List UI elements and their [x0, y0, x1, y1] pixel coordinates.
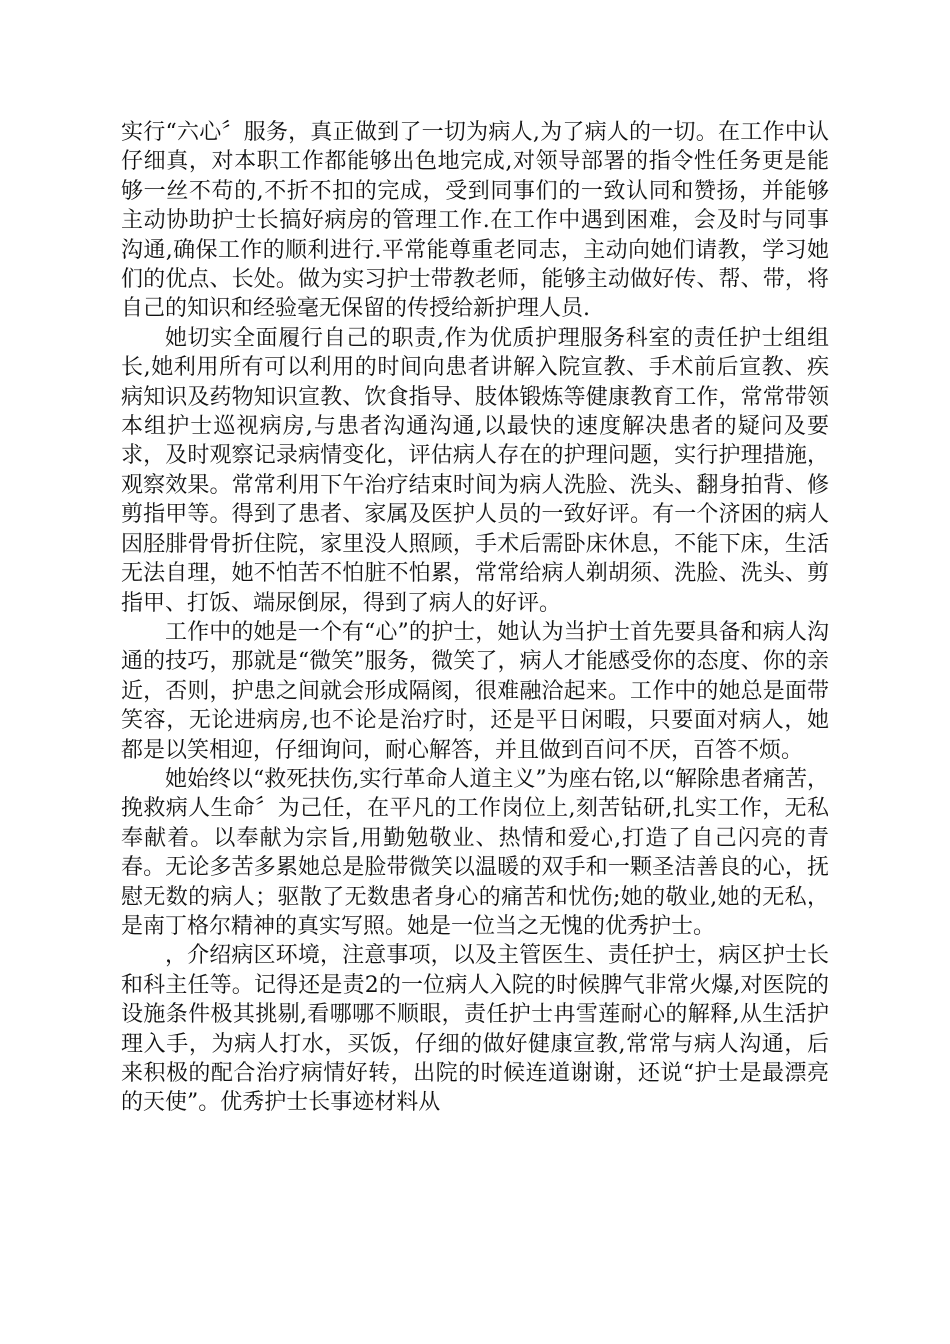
paragraph-4: 她始终以“救死扶伤,实行革命人道主义”为座右铭,以“解除患者痛苦，挽救病人生命〞为己任，在平凡的工作岗位上,刻苦钻研,扎实工作，无私奉献着。以奉献为宗旨,用勤勉敬业、热情和爱心,打造了自己闪亮的青春。无论多苦多累她总是脸带微笑以温暖的双手和一颗圣洁善良的心，抚慰无数的病人；驱散了无数患者身心的痛苦和忧伤;她的敬业,她的无私，是南丁格尔精神的真实写照。她是一位当之无愧的优秀护士。 [121, 766, 829, 939]
document-body [121, 118, 829, 1118]
paragraph-1: 实行“六心〞服务，真正做到了一切为病人,为了病人的一切。在工作中认仔细真，对本职工作都能够出色地完成,对领导部署的指令性任务更是能够一丝不苟的,不折不扣的完成，受到同事们的一致认同和赞扬，并能够主动协助护士长搞好病房的管理工作.在工作中遇到困难，会及时与同事沟通,确保工作的顺利进行.平常能尊重老同志，主动向她们请教，学习她们的优点、长处。做为实习护士带教老师，能够主动做好传、帮、带，将自己的知识和经验毫无保留的传授给新护理人员. [121, 120, 829, 322]
paragraph-2: 她切实全面履行自己的职责,作为优质护理服务科室的责任护士组组长,她利用所有可以利用的时间向患者讲解入院宣教、手术前后宣教、疾病知识及药物知识宣教、饮食指导、肢体锻炼等健康教育工作，常常带领本组护士巡视病房,与患者沟通沟通,以最快的速度解决患者的疑问及要求，及时观察记录病情变化，评估病人存在的护理问题，实行护理措施，观察效果。常常利用下午治疗结束时间为病人洗脸、洗头、翻身拍背、修剪指甲等。得到了患者、家属及医护人员的一致好评。有一个济困的病人因胫腓骨骨折住院，家里没人照顾，手术后需卧床休息，不能下床，生活无法自理，她不怕苦不怕脏不怕累，常常给病人剃胡须、洗脸、洗头、剪指甲、打饭、端尿倒尿，得到了病人的好评。 [121, 325, 829, 616]
paragraph-3: 工作中的她是一个有“心”的护士，她认为当护士首先要具备和病人沟通的技巧，那就是“微笑”服务，微笑了，病人才能感受你的态度、你的亲近，否则，护患之间就会形成隔阂，很难融洽起来。工作中的她总是面带笑容，无论进病房,也不论是治疗时，还是平日闲暇，只要面对病人，她都是以笑相迎，仔细询问，耐心解答，并且做到百问不厌，百答不烦。 [121, 619, 829, 763]
paragraph-5: ，介绍病区环境，注意事项，以及主管医生、责任护士，病区护士长和科主任等。记得还是责2的一位病人入院的时候脾气非常火爆,对医院的设施条件极其挑剔,看哪哪不顺眼，责任护士冉雪莲耐心的解释,从生活护理入手，为病人打水，买饭，仔细的做好健康宣教,常常与病人沟通，后来积极的配合治疗病情好转，出院的时候连道谢谢，还说“护士是最漂亮的天使”。优秀护士长事迹材料从 [121, 943, 829, 1116]
